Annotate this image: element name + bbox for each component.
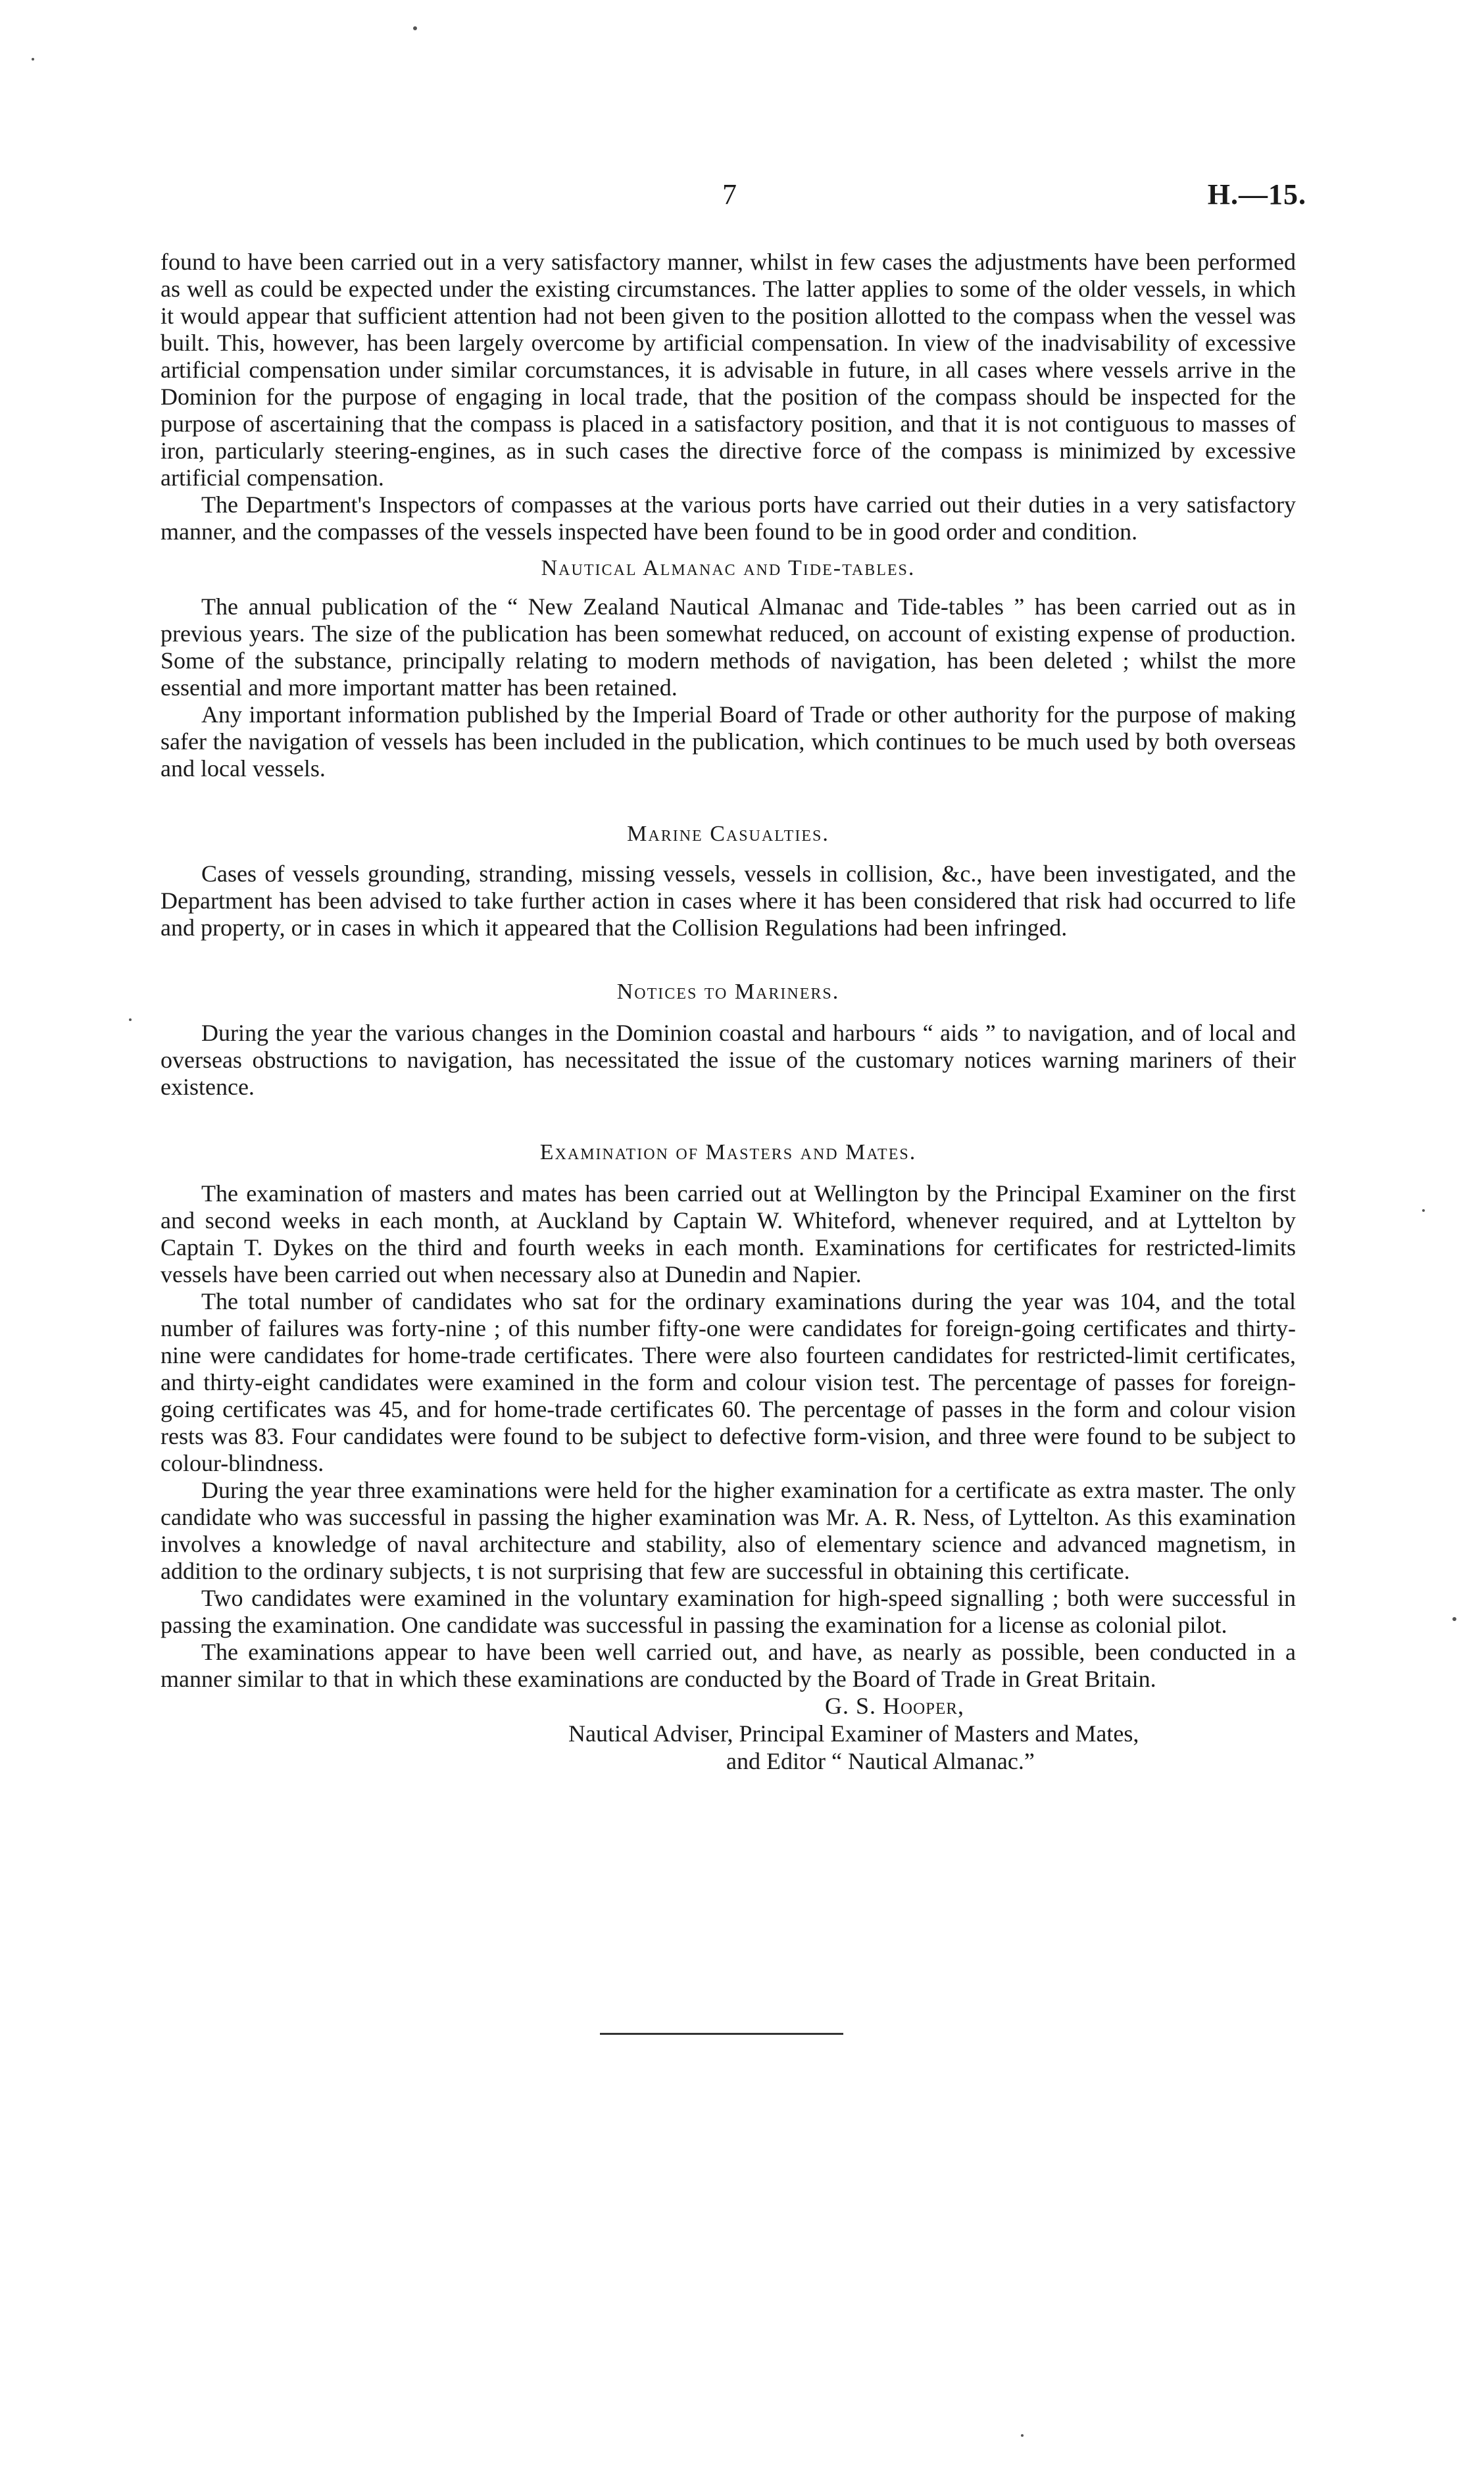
section-heading-notices: Notices to Mariners.: [616, 980, 840, 1004]
compass-paragraph-continued: found to have been carried out in a very satisfactory manner, whilst in few cases the adjustments have been performed as well as could be expected under the existing circumstances. The latter applies to some of the older vessels, in which it would appear that sufficient attention had not been given to the position allotted to the compass when the vessel was built. This, however, has been largely overcome by artificial compensation. In view of the inadvisability of excessive artificial compensation under similar corcumstances, it is advisable in future, in all cases where vessels arrive in the Dominion for the purpose of engaging in local trade, that the position of the compass should be inspected for the purpose of ascertaining that the compass is placed in a satisfactory position, and that it is not contiguous to masses of iron, particularly steering-engines, as in such cases the directive force of the compass is minimized by excessive artificial compensation.: [161, 249, 1296, 491]
signatory-title: Nautical Adviser, Principal Examiner of Masters and Mates,: [568, 1720, 1139, 1747]
scan-speck: [413, 26, 417, 30]
casualties-paragraph: Cases of vessels grounding, stranding, missing vessels, vessels in collision, &c., have been investigated, and the Department has been advised to take further action in cases where it has been considered that risk had occurred to life and property, or in cases in which it appeared that the Collision Regulations had been infringed.: [161, 861, 1296, 941]
exams-paragraph-1: The examination of masters and mates has been carried out at Wellington by the Principal Examiner on the first and second weeks in each month, at Auckland by Captain W. Whiteford, whenever required, and at Lyttelton by Captain T. Dykes on the third and fourth weeks in each month. Examinations for certificates for restricted-limits vessels have been carried out when necessary also at Dunedin and Napier.: [161, 1180, 1296, 1287]
inspectors-paragraph: The Department's Inspectors of compasses at the various ports have carried out their duties in a very satisfactory manner, and the compasses of the vessels inspected have been found to be in good order and condition.: [161, 491, 1296, 545]
exams-paragraph-5: The examinations appear to have been well carried out, and have, as nearly as possible, been conducted in a manner similar to that in which these examinations are conducted by the Board of Trade in Great Britain.: [161, 1639, 1296, 1692]
scan-speck: [1021, 2434, 1024, 2437]
exams-paragraph-3: During the year three examinations were held for the higher examination for a certificate as extra master. The only candidate who was successful in passing the higher examination was Mr. A. R. Ness, of Lyttelton. As this examination involves a knowledge of naval architecture and stability, also of elementary science and advanced magnetism, in addition to the ordinary subjects, t is not surprising that few are successful in obtaining this certificate.: [161, 1477, 1296, 1584]
signature-block: [161, 1693, 1296, 1778]
page-body: [161, 249, 1296, 1778]
scan-speck: [1422, 1209, 1425, 1212]
scan-speck: [1452, 1617, 1456, 1621]
almanac-paragraph-2: Any important information published by the Imperial Board of Trade or other authority for the purpose of making safer the navigation of vessels has been included in the publication, which continues to be much used by both overseas and local vessels.: [161, 701, 1296, 782]
scan-speck: [129, 1018, 132, 1021]
signatory-title-2: and Editor “ Nautical Almanac.”: [726, 1748, 1035, 1774]
exams-paragraph-4: Two candidates were examined in the voluntary examination for high-speed signalling ; both were successful in passing the examination. One candidate was successful in passing the examination for a license as colonial pilot.: [161, 1585, 1296, 1638]
document-code: H.—15.: [1207, 178, 1306, 211]
signatory-name: G. S. Hooper,: [825, 1693, 964, 1719]
exams-paragraph-2: The total number of candidates who sat for the ordinary examinations during the year was 104, and the total number of failures was forty-nine ; of this number fifty-one were candidates for foreign-going certificates and thirty-nine were candidates for home-trade certificates. There were also fourteen candidates for restricted-limit certificates, and thirty-eight candidates were examined in the form and colour vision test. The percentage of passes for foreign-going certificates was 45, and for home-trade certificates 60. The percentage of passes in the form and colour vision rests was 83. Four candidates were found to be subject to defective form-vision, and three were found to be subject to colour-blindness.: [161, 1288, 1296, 1476]
section-heading-examinations: Examination of Masters and Mates.: [539, 1140, 917, 1164]
page-header: [0, 178, 1484, 217]
section-heading-almanac: Nautical Almanac and Tide-tables.: [541, 556, 916, 580]
end-rule-divider: [600, 2033, 843, 2035]
page-number: 7: [722, 178, 737, 211]
scan-speck: [32, 58, 34, 61]
notices-paragraph: During the year the various changes in the Dominion coastal and harbours “ aids ” to navigation, and of local and overseas obstructions to navigation, has necessitated the issue of the customary notices warning mariners of their existence.: [161, 1020, 1296, 1100]
almanac-paragraph-1: The annual publication of the “ New Zealand Nautical Almanac and Tide-tables ” has been carried out as in previous years. The size of the publication has been somewhat reduced, on account of existing expense of production. Some of the substance, principally relating to modern methods of navigation, has been deleted ; whilst the more essential and more important matter has been retained.: [161, 593, 1296, 701]
section-heading-casualties: Marine Casualties.: [627, 822, 829, 846]
